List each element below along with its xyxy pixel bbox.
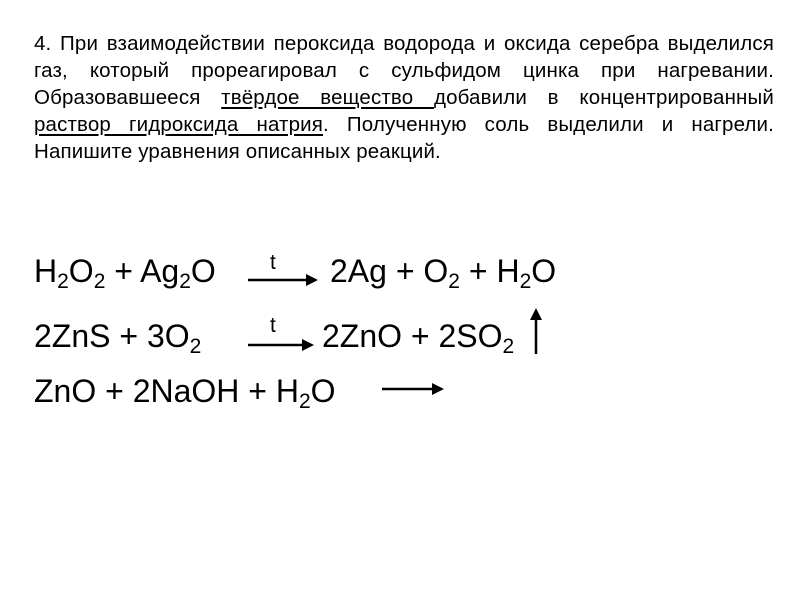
eq1-ag-o: 2Ag + O (330, 253, 449, 289)
equation-1-right (330, 251, 556, 291)
eq2-zno-so: 2ZnO + 2SO (322, 318, 503, 354)
eq1-o: O (68, 253, 94, 289)
eq1-sub: 2 (93, 270, 106, 293)
eq1-o: O (190, 253, 216, 289)
eq3-reaction-arrow (382, 381, 444, 397)
problem-text (34, 30, 774, 165)
eq1-sub: 2 (448, 270, 460, 293)
eq2-heat-condition: t (270, 314, 276, 337)
equation-3-left (34, 371, 336, 411)
problem-part-2: добавили в концентрированный (433, 86, 775, 109)
eq1-sub: 2 (179, 270, 191, 293)
problem-part-1: 4. При взаимодействии пероксида водорода и оксида серебра выделился газ, который прореагировал с сульфидом цинка при нагревании. Образовавшееся (34, 32, 774, 109)
eq1-o: O (531, 253, 557, 289)
equation-2-right (322, 316, 514, 356)
gas-evolution-arrow (528, 308, 544, 356)
underlined-solid-substance: твёрдое вещество (221, 86, 434, 109)
eq2-sub: 2 (502, 335, 515, 358)
eq3-sub: 2 (298, 390, 311, 413)
eq1-ag: + Ag (105, 253, 180, 289)
eq1-heat-condition: t (270, 251, 276, 274)
equation-2-left (34, 316, 201, 356)
eq3-o: O (310, 373, 336, 409)
eq2-zns-o: 2ZnS + 3O (34, 318, 190, 354)
eq1-sub: 2 (519, 270, 532, 293)
underlined-naoh-solution: раствор гидроксида натрия (34, 113, 323, 136)
eq2-sub: 2 (189, 335, 202, 358)
problem-part-3: . Полученную соль выделили и нагрели. Напишите уравнения описанных реакций. (34, 113, 774, 163)
eq1-h: H (34, 253, 58, 289)
eq1-h: + H (459, 253, 520, 289)
equation-1-left (34, 251, 216, 291)
eq2-reaction-arrow (248, 337, 314, 353)
eq1-reaction-arrow (248, 272, 318, 288)
eq1-sub: 2 (57, 270, 69, 293)
eq3-reactants: ZnO + 2NaOH + H (34, 373, 299, 409)
